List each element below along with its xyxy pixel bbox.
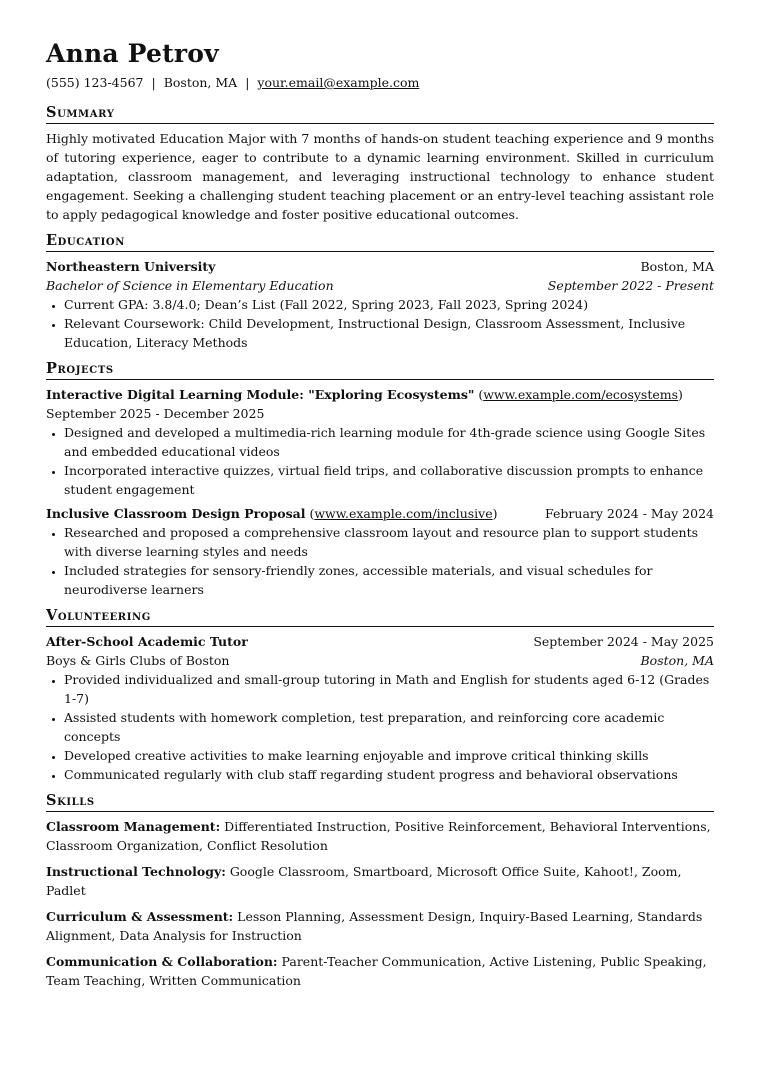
skills-heading: Skills <box>46 792 714 812</box>
skill-text: Differentiated Instruction, Positive Reinforcement, Behavioral Interventions, Classroom Organization, Conflict Resolution <box>46 819 711 853</box>
contact-separator: | <box>151 75 156 90</box>
volunteer-org: Boys & Girls Clubs of Boston <box>46 653 230 668</box>
volunteer-role: After-School Academic Tutor <box>46 634 248 649</box>
projects-heading: Projects <box>46 360 714 380</box>
contact-separator: | <box>245 75 250 90</box>
volunteer-row-role <box>46 632 714 651</box>
education-section <box>46 232 714 352</box>
school-name: Northeastern University <box>46 259 216 274</box>
list-item: • Incorporated interactive quizzes, virtual field trips, and collaborative discussion prompts to enhance student engagement <box>64 461 714 499</box>
project-entry <box>46 504 714 599</box>
contact-line <box>46 74 714 92</box>
project-dates: February 2024 - May 2024 <box>545 506 714 521</box>
list-item: • Provided individualized and small-group tutoring in Math and English for students aged 6-12 (Grades 1-7) <box>64 670 714 708</box>
skills-section <box>46 792 714 990</box>
location-text: Boston, MA <box>163 75 238 90</box>
project-bullets <box>46 423 714 499</box>
list-item: • Current GPA: 3.8/4.0; Dean’s List (Fall 2022, Spring 2023, Fall 2023, Spring 2024) <box>64 295 714 314</box>
project-header: Inclusive Classroom Design Proposal (www.example.com/inclusive) February 2024 - May 2024 <box>46 506 714 521</box>
volunteering-section <box>46 607 714 784</box>
list-item: • Developed creative activities to make learning enjoyable and improve critical thinking skills <box>64 746 714 765</box>
skill-text: Google Classroom, Smartboard, Microsoft Office Suite, Kahoot!, Zoom, Padlet <box>46 864 682 898</box>
skill-text: Parent-Teacher Communication, Active Listening, Public Speaking, Team Teaching, Written Communication <box>46 954 707 988</box>
list-item: • Included strategies for sensory-friendly zones, accessible materials, and visual schedules for neurodiverse learners <box>64 561 714 599</box>
skill-label: Communication & Collaboration: <box>46 954 278 969</box>
skill-label: Instructional Technology: <box>46 864 226 879</box>
project-name: Inclusive Classroom Design Proposal <box>46 506 306 521</box>
skill-label: Classroom Management: <box>46 819 221 834</box>
skill-label: Curriculum & Assessment: <box>46 909 234 924</box>
project-name: Interactive Digital Learning Module: "Exploring Ecosystems" <box>46 387 475 402</box>
list-item: • Assisted students with homework completion, test preparation, and reinforcing core academic concepts <box>64 708 714 746</box>
project-link[interactable]: www.example.com/inclusive <box>314 506 493 521</box>
education-bullets <box>46 295 714 352</box>
list-item: • Communicated regularly with club staff regarding student progress and behavioral observations <box>64 765 714 784</box>
education-dates: September 2022 - Present <box>547 278 714 293</box>
list-item: • Relevant Coursework: Child Development, Instructional Design, Classroom Assessment, Inclusive Education, Literacy Methods <box>64 314 714 352</box>
volunteer-dates: September 2024 - May 2025 <box>533 634 714 649</box>
phone-number: (555) 123-4567 <box>46 75 144 90</box>
project-dates: September 2025 - December 2025 <box>46 406 265 421</box>
summary-section <box>46 104 714 224</box>
degree-name: Bachelor of Science in Elementary Education <box>46 278 334 293</box>
skill-line <box>46 907 714 945</box>
projects-section <box>46 360 714 599</box>
education-heading: Education <box>46 232 714 252</box>
volunteer-location: Boston, MA <box>640 653 714 668</box>
school-location: Boston, MA <box>640 259 714 274</box>
volunteering-heading: Volunteering <box>46 607 714 627</box>
skill-text: Lesson Planning, Assessment Design, Inquiry-Based Learning, Standards Alignment, Data Analysis for Instruction <box>46 909 703 943</box>
skill-line <box>46 862 714 900</box>
volunteer-row-org <box>46 651 714 670</box>
education-row-school <box>46 257 714 276</box>
summary-heading: Summary <box>46 104 714 124</box>
skill-line <box>46 952 714 990</box>
education-row-degree <box>46 276 714 295</box>
email-link[interactable]: your.email@example.com <box>257 75 420 90</box>
project-entry <box>46 385 714 499</box>
skill-line <box>46 817 714 855</box>
volunteer-bullets <box>46 670 714 784</box>
summary-text: Highly motivated Education Major with 7 months of hands-on student teaching experience and 9 months of tutoring experience, eager to contribute to a dynamic learning environment. Skilled in curriculum adaptation, classroom management, and leveraging instructional technology to enhance student engagement. Seeking a challenging student teaching placement or an entry-level teaching assistant role to apply pedagogical knowledge and foster positive educational outcomes. <box>46 131 714 222</box>
project-header: Interactive Digital Learning Module: "Exploring Ecosystems" (www.example.com/ecosystems) September 2025 - December 2025 <box>46 387 683 421</box>
candidate-name: Anna Petrov <box>46 39 219 68</box>
project-bullets <box>46 523 714 599</box>
list-item: • Designed and developed a multimedia-rich learning module for 4th-grade science using Google Sites and embedded educational videos <box>64 423 714 461</box>
project-link[interactable]: www.example.com/ecosystems <box>483 387 679 402</box>
list-item: • Researched and proposed a comprehensive classroom layout and resource plan to support students with diverse learning styles and needs <box>64 523 714 561</box>
